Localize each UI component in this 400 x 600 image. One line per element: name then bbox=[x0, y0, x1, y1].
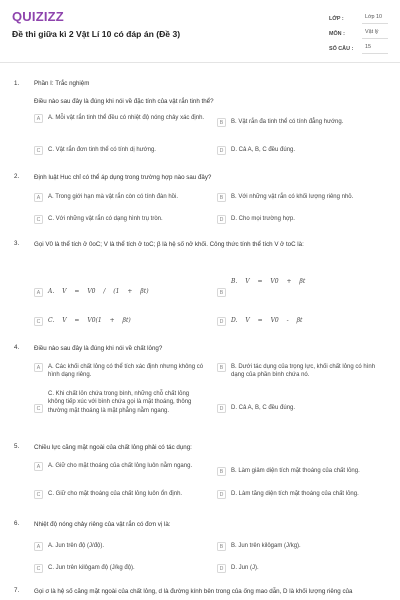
question-number: 3. bbox=[14, 240, 20, 247]
option-text: D. Jun (J). bbox=[231, 565, 259, 571]
page-title: Đề thi giữa kì 2 Vật Lí 10 có đáp án (Đề 3) bbox=[12, 29, 181, 39]
option-text: A. Các khối chất lỏng có thể tích xác định nhưng không có hình dạng riêng. bbox=[48, 364, 204, 379]
option-letter: B bbox=[217, 467, 226, 476]
meta-label-subject: MÔN : bbox=[329, 31, 345, 37]
page-header bbox=[0, 0, 400, 63]
question-text: Điều nào sau đây là đúng khi nói về đặc tính của vật rắn tinh thể? bbox=[34, 98, 214, 105]
section-title: Phần I: Trắc nghiệm bbox=[34, 80, 90, 87]
option-letter: C bbox=[34, 490, 43, 499]
question-text: Điều nào sau đây là đúng khi nói về chất lỏng? bbox=[34, 345, 163, 352]
option-letter: B bbox=[217, 118, 226, 127]
option-letter: C bbox=[34, 146, 43, 155]
question-text: Gọi σ là hệ số căng mặt ngoài của chất lỏng, d là đường kính bên trong của ống mao dẫn, D là khối lượng riêng của bbox=[34, 588, 353, 595]
question-text: Gọi V0 là thể tích ở 0oC; V là thể tích ở toC; β là hệ số nở khối. Công thức tính thể tích V ở toC là: bbox=[34, 241, 304, 248]
meta-value-class: Lớp 10 bbox=[362, 14, 388, 24]
option-letter: D bbox=[217, 490, 226, 499]
option-letter: A bbox=[34, 542, 43, 551]
question-number: 5. bbox=[14, 443, 20, 450]
option-text: B. Vật rắn đa tinh thể có tính đẳng hướng. bbox=[231, 119, 344, 125]
question-text: Nhiệt độ nóng chảy riêng của vật rắn có đơn vị là: bbox=[34, 521, 171, 528]
option-letter: D bbox=[217, 146, 226, 155]
option-text: C. Với những vật rắn có dạng hình trụ tròn. bbox=[48, 216, 163, 222]
option-text: C. Jun trên kilôgam độ (J/kg độ). bbox=[48, 565, 135, 571]
option-letter: A bbox=[34, 363, 43, 372]
option-letter: B bbox=[217, 193, 226, 202]
question-text: Định luật Huc chỉ có thể áp dụng trong trường hợp nào sau đây? bbox=[34, 174, 212, 181]
option-letter: C bbox=[34, 317, 43, 326]
option-text: A. Mỗi vật rắn tinh thể đều có nhiệt độ nóng chảy xác định. bbox=[48, 115, 205, 121]
option-text: A. Giữ cho mặt thoáng của chất lỏng luôn nằm ngang. bbox=[48, 463, 193, 469]
option-letter: C bbox=[34, 404, 43, 413]
option-text: B. Làm giảm diện tích mặt thoáng của chất lỏng. bbox=[231, 468, 360, 474]
option-formula: D. V = V0 - βt bbox=[231, 317, 303, 324]
option-letter: D bbox=[217, 564, 226, 573]
option-letter: B bbox=[217, 542, 226, 551]
option-text: B. Dưới tác dụng của trọng lực, khối chất lỏng có hình dạng của phần bình chứa nó. bbox=[231, 364, 376, 379]
meta-value-subject: Vật lý bbox=[362, 29, 388, 39]
option-text: D. Làm tăng diện tích mặt thoáng của chất lỏng. bbox=[231, 491, 359, 497]
meta-label-class: LỚP : bbox=[329, 16, 344, 22]
option-letter: C bbox=[34, 215, 43, 224]
quizizz-logo[interactable]: QUIZIZZ bbox=[12, 9, 64, 24]
option-formula: B. V = V0 + βt bbox=[231, 278, 306, 285]
option-text: C. Giữ cho mặt thoáng của chất lỏng luôn ổn định. bbox=[48, 491, 183, 497]
question-number: 7. bbox=[14, 587, 20, 594]
option-letter: A bbox=[34, 288, 43, 297]
meta-label-count: SỐ CÂU : bbox=[329, 46, 354, 52]
option-text: A. Trong giới hạn mà vật rắn còn có tính đàn hồi. bbox=[48, 194, 179, 200]
option-letter: D bbox=[217, 317, 226, 326]
question-number: 6. bbox=[14, 520, 20, 527]
option-letter: B bbox=[217, 363, 226, 372]
option-letter: D bbox=[217, 404, 226, 413]
quiz-content bbox=[0, 62, 400, 600]
option-text: C. Vật rắn đơn tinh thể có tính dị hướng. bbox=[48, 147, 156, 153]
question-text: Chiều lực căng mặt ngoài của chất lỏng phải có tác dụng: bbox=[34, 444, 192, 451]
option-formula: A. V = V0 / (1 + βt) bbox=[48, 288, 149, 295]
question-number: 4. bbox=[14, 344, 20, 351]
question-number: 2. bbox=[14, 173, 20, 180]
option-text: A. Jun trên độ (J/độ). bbox=[48, 543, 105, 549]
section-number: 1. bbox=[14, 80, 20, 87]
option-text: B. Với những vật rắn có khối lượng riêng nhỏ. bbox=[231, 194, 354, 200]
option-text: B. Jun trên kilôgam (J/kg). bbox=[231, 543, 301, 549]
option-text: D. Cả A, B, C đều đúng. bbox=[231, 405, 296, 411]
option-letter: A bbox=[34, 193, 43, 202]
option-formula: C. V = V0(1 + βt) bbox=[48, 317, 131, 324]
option-letter: C bbox=[34, 564, 43, 573]
option-b[interactable] bbox=[217, 278, 387, 302]
option-text: D. Cho mọi trường hợp. bbox=[231, 216, 295, 222]
option-text: C. Khi chất lỏn chứa trong bình, những chỗ chất lỏng không tiếp xúc với bình chứa gọi là mặt thoáng, thông thường mặt thoáng là mặt phẳng nằm ngang. bbox=[48, 391, 192, 414]
option-letter: A bbox=[34, 114, 43, 123]
meta-value-count: 15 bbox=[362, 44, 388, 54]
option-text: D. Cả A, B, C đều đúng. bbox=[231, 147, 296, 153]
option-letter: B bbox=[217, 288, 226, 297]
option-letter: D bbox=[217, 215, 226, 224]
option-letter: A bbox=[34, 462, 43, 471]
